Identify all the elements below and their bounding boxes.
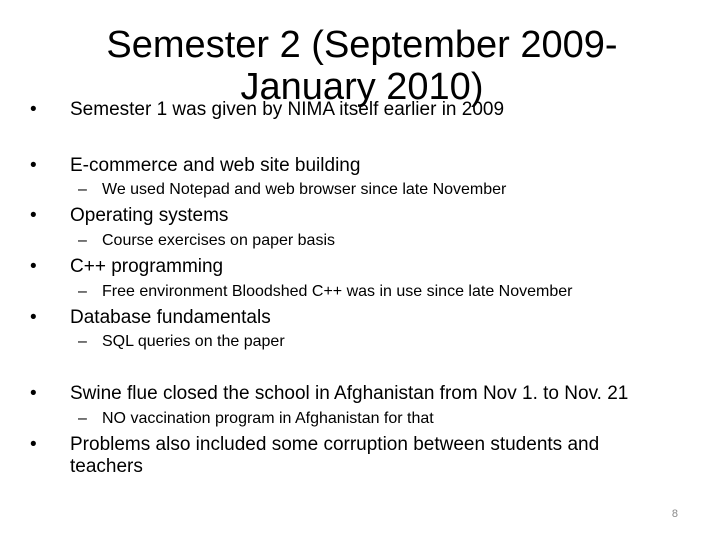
sub-bullet-text: NO vaccination program in Afghanistan for that: [102, 410, 434, 427]
dash-icon: –: [78, 283, 87, 300]
dash-icon: –: [78, 410, 87, 427]
bullet-icon: •: [30, 99, 37, 120]
slide-title: Semester 2 (September 2009-January 2010): [106, 24, 618, 108]
bullet-text: C++ programming: [70, 256, 224, 277]
bullet-text: Problems also included some corruption between students and teachers: [70, 434, 600, 477]
sub-bullet-text: We used Notepad and web browser since late November: [102, 181, 507, 198]
dash-icon: –: [78, 333, 87, 350]
sub-bullet-text: Course exercises on paper basis: [102, 232, 336, 249]
dash-icon: –: [78, 232, 87, 249]
sub-bullet-text: SQL queries on the paper: [102, 333, 285, 350]
bullet-icon: •: [30, 256, 37, 277]
bullet-text: Semester 1 was given by NIMA itself earlier in 2009: [70, 99, 505, 120]
bullet-icon: •: [30, 307, 37, 328]
sub-bullet-text: Free environment Bloodshed C++ was in use since late November: [102, 283, 573, 300]
bullet-icon: •: [30, 434, 37, 455]
bullet-text: Swine flue closed the school in Afghanistan from Nov 1. to Nov. 21: [70, 383, 629, 404]
bullet-text: Database fundamentals: [70, 307, 271, 328]
bullet-text: Operating systems: [70, 205, 229, 226]
bullet-icon: •: [30, 383, 37, 404]
dash-icon: –: [78, 181, 87, 198]
page-number: 8: [671, 508, 678, 520]
bullet-icon: •: [30, 205, 37, 226]
bullet-icon: •: [30, 155, 37, 176]
bullet-text: E-commerce and web site building: [70, 155, 361, 176]
